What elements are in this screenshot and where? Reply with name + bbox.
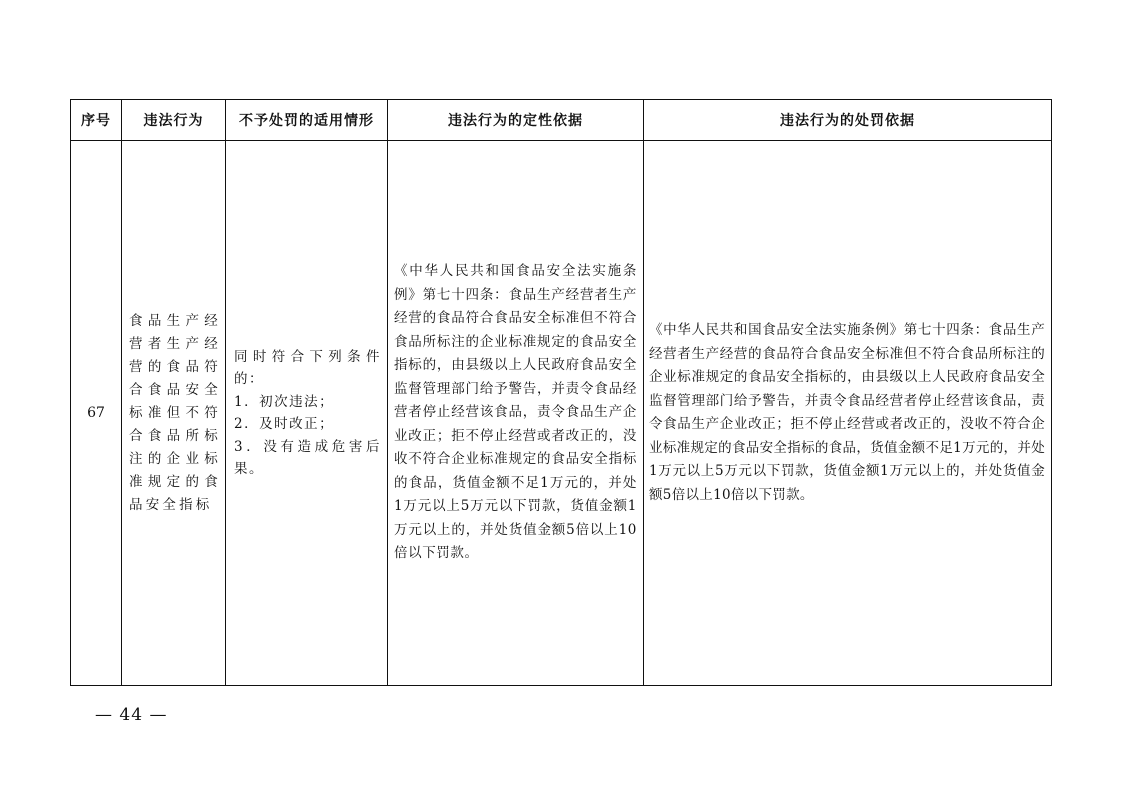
penalty-table bbox=[70, 99, 1052, 686]
header-act: 违法行为 bbox=[122, 100, 226, 141]
row-number: 67 bbox=[87, 405, 105, 421]
header-conditions: 不予处罚的适用情形 bbox=[226, 100, 388, 141]
condition-item: 1．初次违法； bbox=[234, 393, 335, 410]
conditions-block bbox=[234, 346, 381, 481]
page-number: — 44 — bbox=[95, 705, 168, 725]
violation-description: 食品生产经营者生产经营的食品符合食品安全标准但不符合食品所标注的企业标准规定的食品安全指标 bbox=[129, 312, 221, 513]
conditions-intro: 同时符合下列条件的： bbox=[234, 348, 381, 387]
condition-item: 2．及时改正； bbox=[234, 416, 335, 432]
header-basis: 违法行为的定性依据 bbox=[388, 100, 644, 141]
penalty-basis-text: 《中华人民共和国食品安全法实施条例》第七十四条：食品生产经营者生产经营的食品符合食品安全标准但不符合食品所标注的企业标准规定的食品安全指标的，由县级以上人民政府食品安全监督管理部门给予警告，并责令食品经营者停止经营该食品，责令食品生产企业改正；拒不停止经营或者改正的，没收不符合企业标准规定的食品安全指标的食品，货值金额不足1万元的，并处1万元以上5万元以下罚款，货值金额1万元以上的，并处货值金额5倍以上10倍以下罚款。 bbox=[649, 322, 1045, 503]
row-basis-cell bbox=[388, 141, 644, 685]
condition-item: 3．没有造成危害后果。 bbox=[234, 438, 381, 477]
row-no-cell bbox=[71, 141, 122, 685]
legal-basis-text: 《中华人民共和国食品安全法实施条例》第七十四条：食品生产经营者生产经营的食品符合食品安全标准但不符合食品所标注的企业标准规定的食品安全指标的，由县级以上人民政府食品安全监督管理部门给予警告，并责令食品经营者停止经营该食品，责令食品生产企业改正；拒不停止经营或者改正的，没收不符合企业标准规定的食品安全指标的食品，货值金额不足1万元的，并处1万元以上5万元以下罚款，货值金额1万元以上的，并处货值金额5倍以上10倍以下罚款。 bbox=[394, 263, 637, 562]
header-no: 序号 bbox=[71, 100, 122, 141]
row-penalty-cell bbox=[644, 141, 1051, 685]
header-penalty: 违法行为的处罚依据 bbox=[644, 100, 1051, 141]
row-act-cell bbox=[122, 141, 226, 685]
row-conditions-cell bbox=[226, 141, 388, 685]
